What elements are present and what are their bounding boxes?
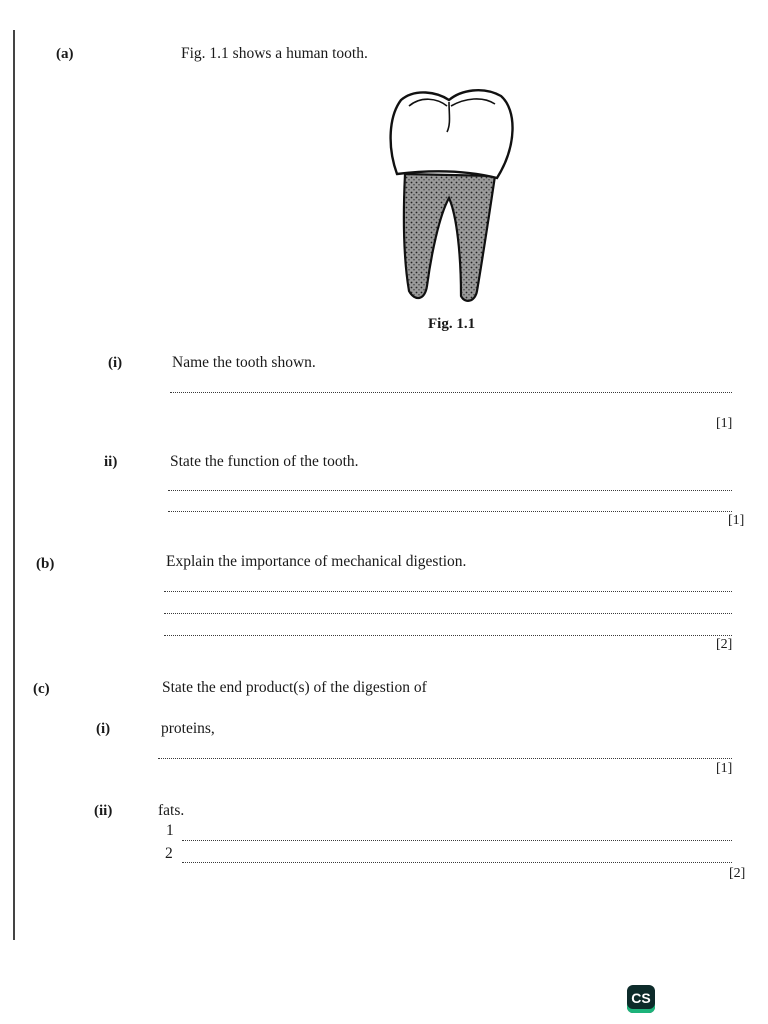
part-a-ii-label: ii) <box>104 454 118 470</box>
marks-badge: [1] <box>728 513 745 528</box>
part-c-question: State the end product(s) of the digestion of <box>162 679 427 696</box>
part-b-label: (b) <box>36 556 55 572</box>
part-a-i-question: Name the tooth shown. <box>172 354 316 371</box>
answer-line <box>168 490 732 491</box>
answer-line <box>158 758 732 759</box>
answer-line <box>168 511 732 512</box>
tooth-figure <box>385 86 525 306</box>
answer-line <box>170 392 732 393</box>
part-a-i-label: (i) <box>108 355 123 371</box>
part-a-intro: Fig. 1.1 shows a human tooth. <box>181 45 368 62</box>
answer-line <box>164 635 732 636</box>
part-c-i-question: proteins, <box>161 720 215 737</box>
answer-item-number: 2 <box>165 845 173 862</box>
marks-badge: [2] <box>716 637 733 652</box>
answer-line <box>164 591 732 592</box>
answer-item-number: 1 <box>166 822 174 839</box>
answer-line <box>164 613 732 614</box>
part-c-ii-label: (ii) <box>94 803 113 819</box>
part-c-label: (c) <box>33 681 50 697</box>
marks-badge: [1] <box>716 761 733 776</box>
camscanner-logo-icon: CS <box>627 985 655 1013</box>
figure-caption: Fig. 1.1 <box>428 316 476 332</box>
part-a-label: (a) <box>56 46 74 62</box>
part-c-ii-question: fats. <box>158 802 185 819</box>
part-c-i-label: (i) <box>96 721 111 737</box>
page-border <box>13 30 15 940</box>
part-b-question: Explain the importance of mechanical digestion. <box>166 553 467 570</box>
marks-badge: [2] <box>729 866 746 881</box>
part-a-ii-question: State the function of the tooth. <box>170 453 359 470</box>
marks-badge: [1] <box>716 416 733 431</box>
answer-line <box>182 840 732 841</box>
answer-line <box>182 862 732 863</box>
